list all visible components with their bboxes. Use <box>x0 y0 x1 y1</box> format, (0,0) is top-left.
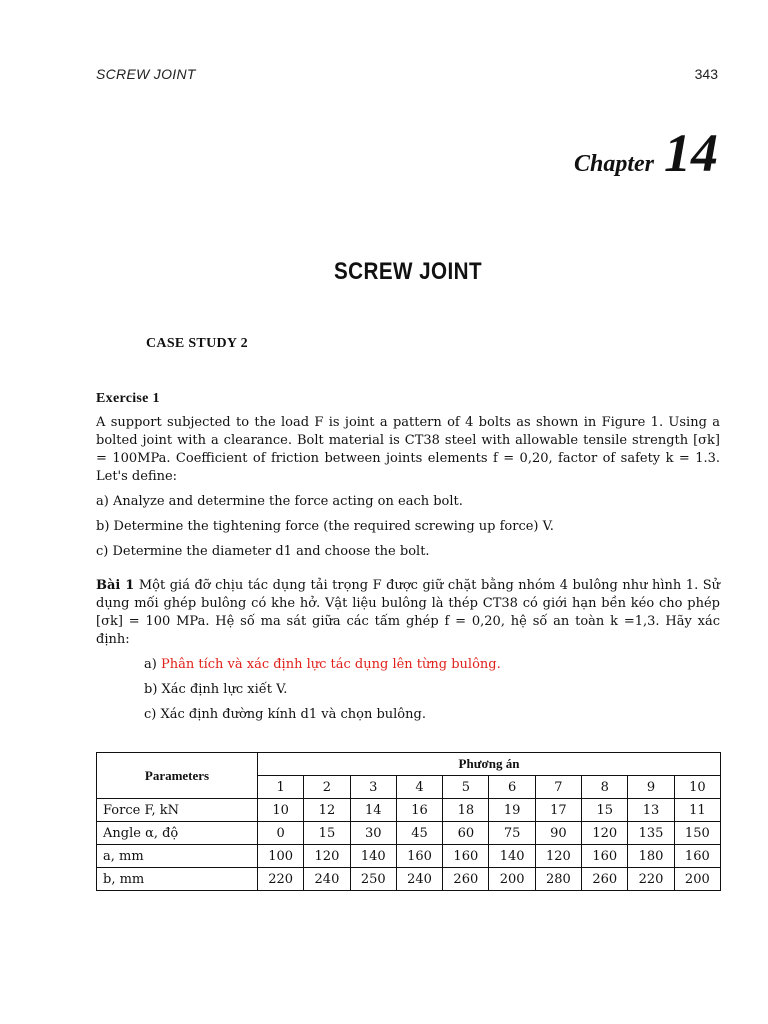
table-cell: 140 <box>350 845 396 868</box>
row-label: Angle α, độ <box>97 822 258 845</box>
table-cell: 200 <box>674 868 720 891</box>
variant-number: 10 <box>674 776 720 799</box>
exercise-heading: Exercise 1 <box>96 391 160 406</box>
table-cell: 160 <box>396 845 442 868</box>
exercise-item-a: a) Analyze and determine the force acting on each bolt. <box>96 494 463 509</box>
table-cell: 30 <box>350 822 396 845</box>
table-cell: 160 <box>443 845 489 868</box>
exercise-item-b: b) Determine the tightening force (the required screwing up force) V. <box>96 519 554 534</box>
page-number: 343 <box>694 66 718 82</box>
table-cell: 15 <box>582 799 628 822</box>
table-row <box>97 822 721 845</box>
table-cell: 280 <box>535 868 581 891</box>
vietnamese-item-b: b) Xác định lực xiết V. <box>144 682 288 697</box>
vietnamese-exercise <box>96 577 720 724</box>
chapter-number: 14 <box>664 123 718 183</box>
table-cell: 19 <box>489 799 535 822</box>
variant-number: 5 <box>443 776 489 799</box>
table-cell: 75 <box>489 822 535 845</box>
vietnamese-label: Bài 1 <box>96 578 135 593</box>
row-label: a, mm <box>97 845 258 868</box>
variant-number: 8 <box>582 776 628 799</box>
variant-number: 3 <box>350 776 396 799</box>
vietnamese-item-a <box>144 656 720 674</box>
table-cell: 200 <box>489 868 535 891</box>
variants-header: Phương án <box>258 753 721 776</box>
parameters-header: Parameters <box>97 753 258 799</box>
variant-number: 6 <box>489 776 535 799</box>
table-cell: 90 <box>535 822 581 845</box>
table-cell: 11 <box>674 799 720 822</box>
vietnamese-item-a-text: Phân tích và xác định lực tác dụng lên từng bulông. <box>160 657 501 672</box>
chapter-label <box>574 122 718 184</box>
vietnamese-item-a-prefix: a) <box>144 657 161 672</box>
table-cell: 18 <box>443 799 489 822</box>
vietnamese-intro <box>96 577 720 649</box>
table-cell: 150 <box>674 822 720 845</box>
table-cell: 240 <box>304 868 350 891</box>
table-cell: 60 <box>443 822 489 845</box>
exercise-intro: A support subjected to the load F is joint a pattern of 4 bolts as shown in Figure 1. Using a bolted joint with a clearance. Bolt material is CT38 steel with allowable tensile strength [σk] = 100MPa. Coefficient of friction between joints elements f = 0,20, factor of safety k = 1.3. Let's define: <box>96 415 720 484</box>
table-cell: 240 <box>396 868 442 891</box>
table-cell: 120 <box>304 845 350 868</box>
variant-number: 1 <box>258 776 304 799</box>
table-header-row <box>97 753 721 776</box>
table-cell: 160 <box>674 845 720 868</box>
table-cell: 180 <box>628 845 674 868</box>
table-cell: 16 <box>396 799 442 822</box>
running-title: SCREW JOINT <box>96 66 196 82</box>
table-cell: 120 <box>535 845 581 868</box>
variant-number: 9 <box>628 776 674 799</box>
table-cell: 17 <box>535 799 581 822</box>
running-header <box>96 66 718 82</box>
table-cell: 135 <box>628 822 674 845</box>
table-cell: 0 <box>258 822 304 845</box>
variant-number: 4 <box>396 776 442 799</box>
table-cell: 10 <box>258 799 304 822</box>
table-cell: 220 <box>628 868 674 891</box>
variant-number: 2 <box>304 776 350 799</box>
exercise-item-c: c) Determine the diameter d1 and choose the bolt. <box>96 544 430 559</box>
table-row <box>97 868 721 891</box>
table-cell: 12 <box>304 799 350 822</box>
case-study-heading: CASE STUDY 2 <box>146 336 248 351</box>
table-cell: 45 <box>396 822 442 845</box>
parameters-table <box>96 752 721 891</box>
table-cell: 120 <box>582 822 628 845</box>
table-cell: 100 <box>258 845 304 868</box>
vietnamese-item-c: c) Xác định đường kính d1 và chọn bulông. <box>144 707 426 722</box>
vietnamese-intro-text: Một giá đỡ chịu tác dụng tải trọng F được giữ chặt bằng nhóm 4 bulông như hình 1. Sử dụng mối ghép bulông có khe hở. Vật liệu bulông là thép CT38 có giới hạn bền kéo cho phép [σk] = 100 MPa. Hệ số ma sát giữa các tấm ghép f = 0,20, hệ số an toàn k =1,3. Hãy xác định: <box>96 578 720 647</box>
table-cell: 220 <box>258 868 304 891</box>
table-cell: 15 <box>304 822 350 845</box>
table-cell: 250 <box>350 868 396 891</box>
chapter-title: SCREW JOINT <box>333 258 483 285</box>
table-cell: 14 <box>350 799 396 822</box>
row-label: Force F, kN <box>97 799 258 822</box>
table-cell: 160 <box>582 845 628 868</box>
main-content <box>96 390 720 731</box>
chapter-word: Chapter <box>573 151 654 177</box>
row-label: b, mm <box>97 868 258 891</box>
table-row <box>97 845 721 868</box>
table-cell: 140 <box>489 845 535 868</box>
table-cell: 13 <box>628 799 674 822</box>
table-cell: 260 <box>582 868 628 891</box>
table-row <box>97 799 721 822</box>
table-cell: 260 <box>443 868 489 891</box>
variant-number: 7 <box>535 776 581 799</box>
